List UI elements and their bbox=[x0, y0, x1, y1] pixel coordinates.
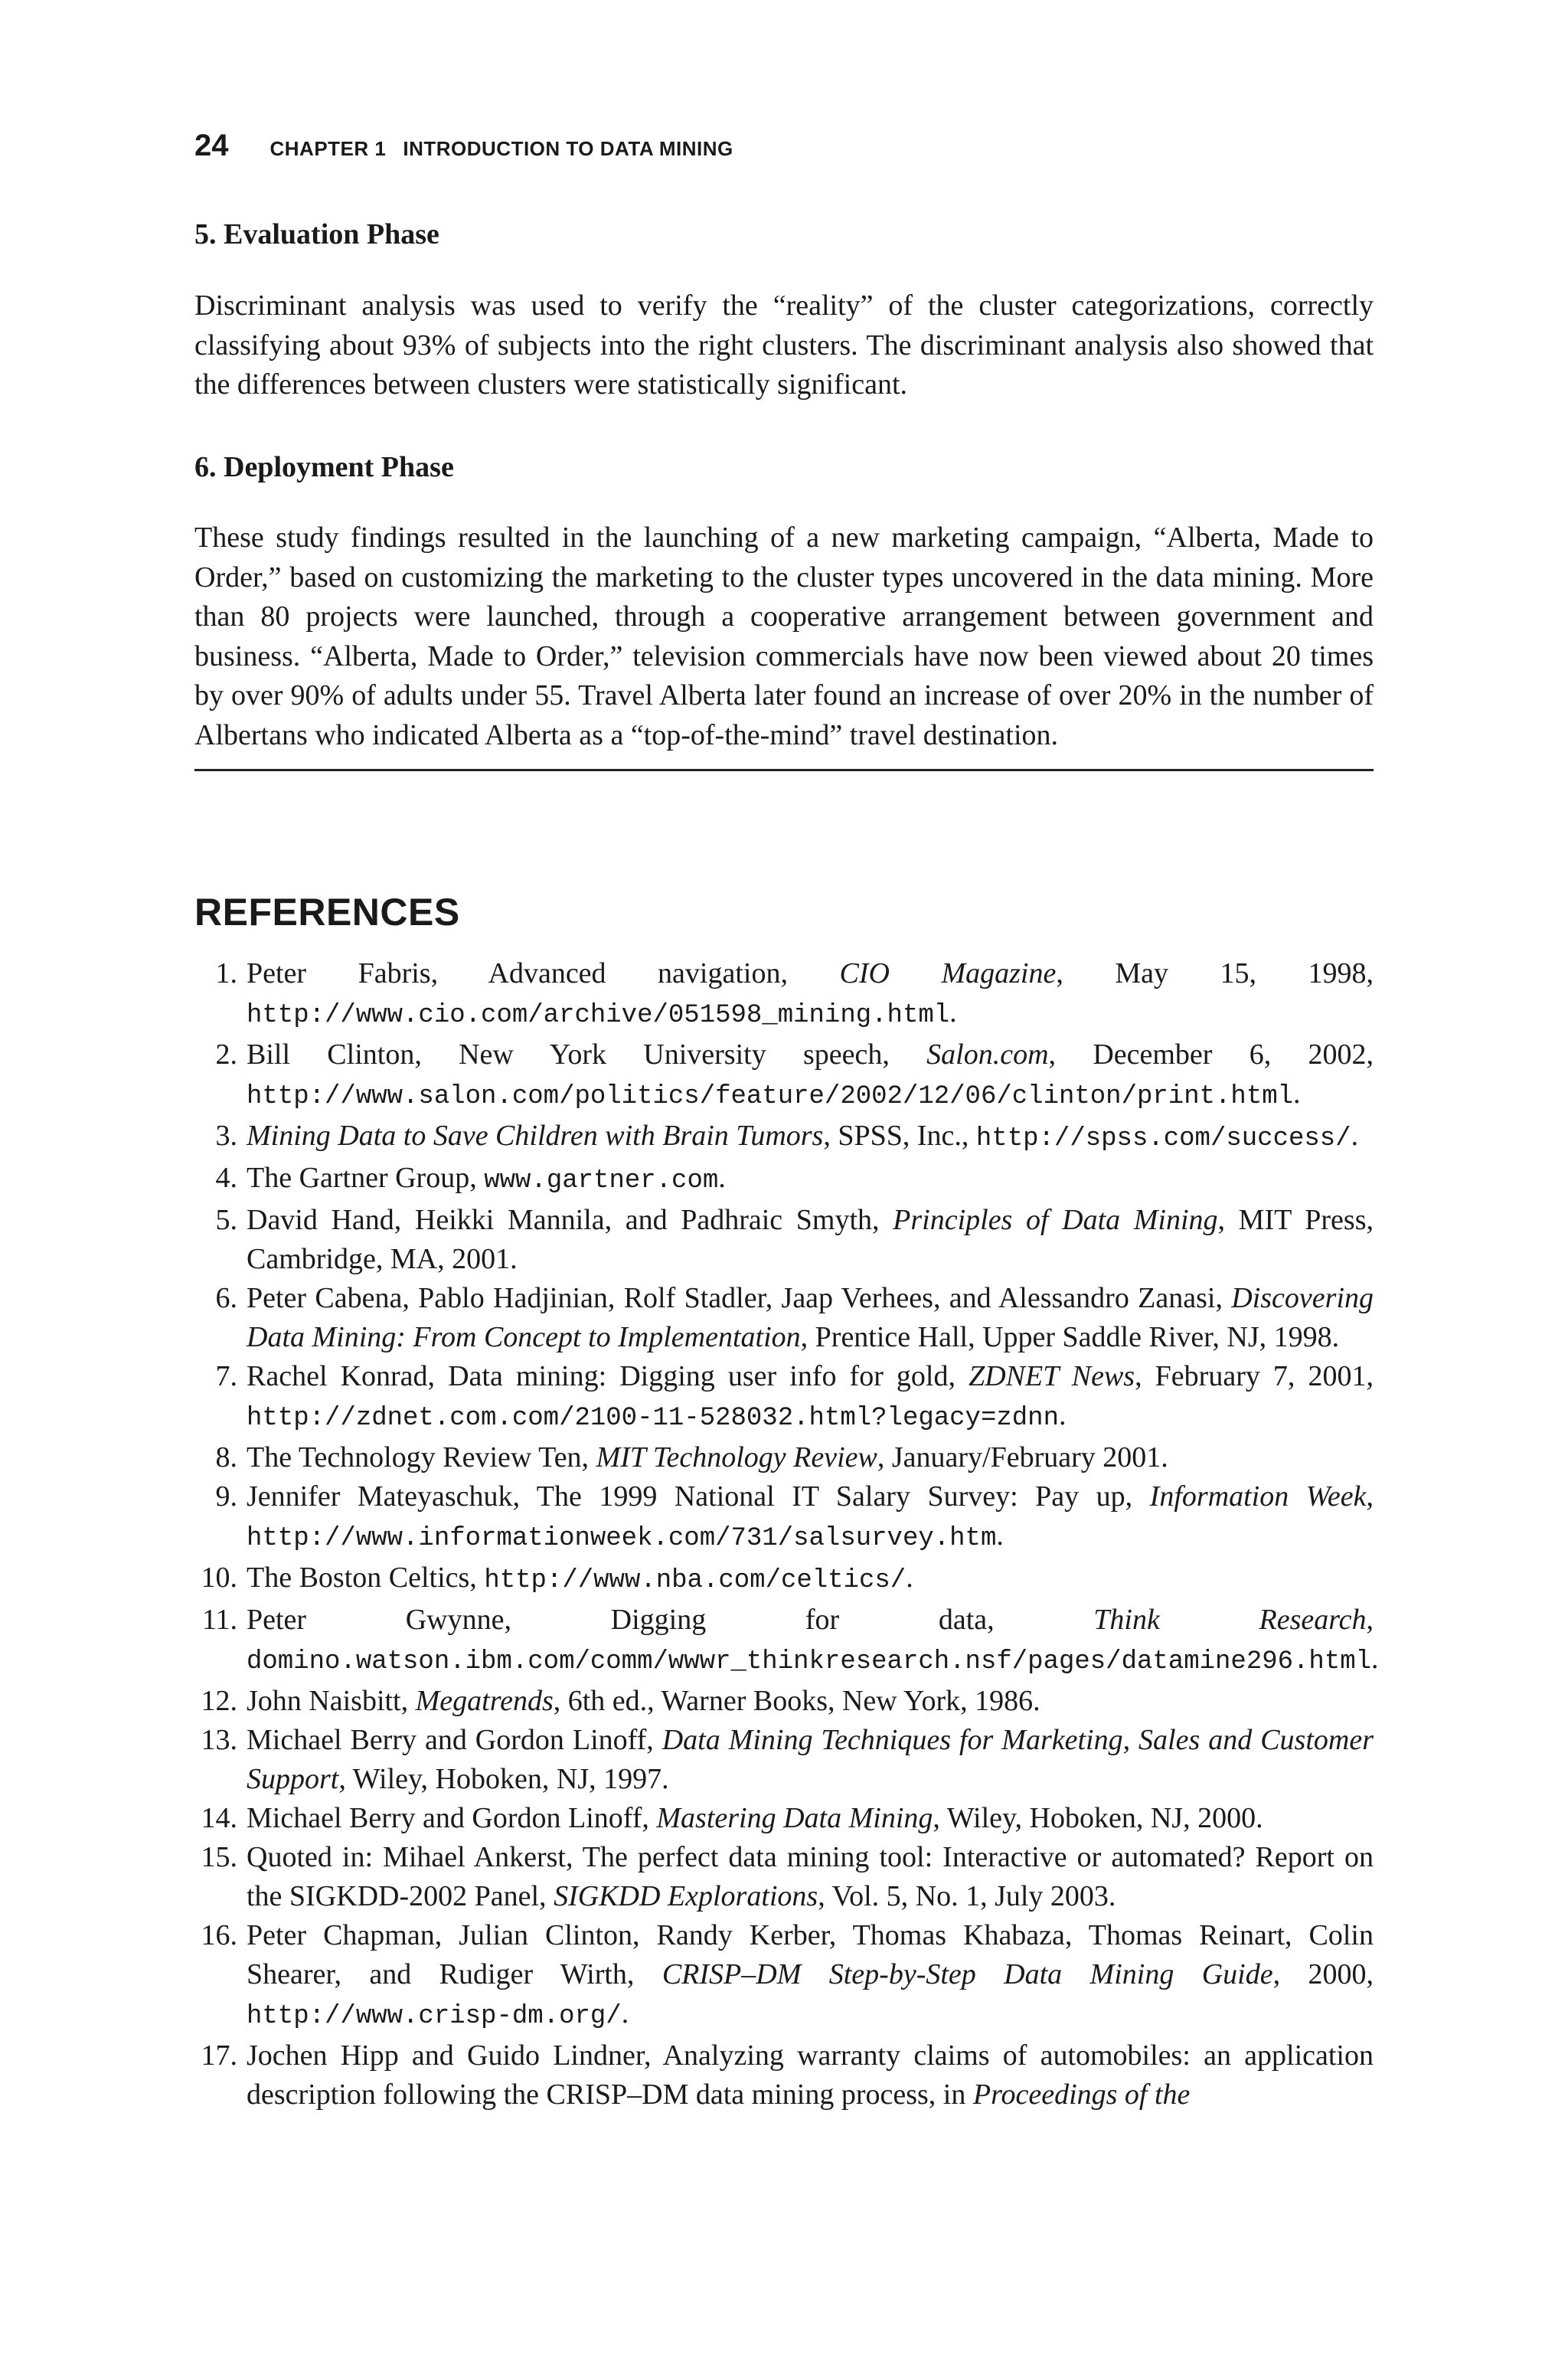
reference-text: . bbox=[906, 1562, 913, 1594]
reference-text: Peter Fabris, Advanced navigation, bbox=[247, 957, 840, 989]
reference-title: CRISP–DM Step-by-Step Data Mining Guide bbox=[662, 1958, 1273, 1990]
reference-text: , 2000, bbox=[1272, 1958, 1374, 1990]
reference-item bbox=[194, 1035, 1374, 1117]
reference-item bbox=[194, 2036, 1374, 2115]
reference-item bbox=[194, 1117, 1374, 1159]
page-number: 24 bbox=[194, 129, 229, 162]
references-heading: REFERENCES bbox=[194, 891, 460, 934]
reference-url[interactable]: http://spss.com/success/ bbox=[975, 1124, 1351, 1153]
reference-number: 17. bbox=[201, 2039, 237, 2072]
reference-number: 10. bbox=[201, 1562, 237, 1594]
reference-item bbox=[194, 954, 1374, 1035]
reference-text: , December 6, 2002, bbox=[1048, 1038, 1374, 1071]
deployment-section bbox=[194, 449, 1374, 755]
reference-text: David Hand, Heikki Mannila, and Padhraic Smyth, bbox=[247, 1204, 893, 1236]
reference-text: . bbox=[718, 1162, 726, 1194]
reference-text: . bbox=[1351, 1120, 1359, 1152]
reference-text: . bbox=[621, 1997, 629, 2029]
reference-item bbox=[194, 1682, 1374, 1721]
deployment-paragraph: These study findings resulted in the launching of a new marketing campaign, “Alberta, Made to Order,” based on customizing the marketing to the cluster types uncovered in the data mining. More than 80 projects were launched, through a cooperative arrangement between government and business. “Alberta, Made to Order,” television commercials have now been viewed about 20 times by over 90% of adults under 55. Travel Alberta later found an increase of over 20% in the number of Albertans who indicated Alberta as a “top-of-the-mind” travel destination. bbox=[194, 522, 1374, 751]
reference-number: 9. bbox=[215, 1480, 237, 1513]
reference-number: 1. bbox=[215, 957, 237, 989]
reference-item bbox=[194, 1279, 1374, 1357]
evaluation-paragraph: Discriminant analysis was used to verify the “reality” of the cluster categorizations, correctly classifying about 93% of subjects into the right clusters. The discriminant analysis also showed that the differences between clusters were statistically significant. bbox=[194, 289, 1374, 401]
reference-text: , MIT Press, Cambridge, MA, 2001. bbox=[247, 1204, 1374, 1275]
reference-text: Peter Gwynne, Digging for data, bbox=[247, 1604, 1094, 1636]
reference-title: CIO Magazine bbox=[839, 957, 1057, 989]
reference-title: Principles of Data Mining bbox=[893, 1204, 1218, 1236]
reference-title: Proceedings of the bbox=[972, 2079, 1191, 2111]
reference-url[interactable]: http://www.informationweek.com/731/salsurvey.htm bbox=[247, 1524, 997, 1553]
reference-title: Mining Data to Save Children with Brain Tumors bbox=[247, 1120, 824, 1152]
reference-text: . bbox=[996, 1519, 1004, 1552]
deployment-heading: 6. Deployment Phase bbox=[194, 451, 454, 483]
reference-number: 6. bbox=[215, 1282, 237, 1314]
reference-text: , bbox=[1366, 1604, 1374, 1636]
reference-item bbox=[194, 1721, 1374, 1799]
reference-number: 3. bbox=[215, 1120, 237, 1152]
reference-item bbox=[194, 1438, 1374, 1477]
evaluation-section bbox=[194, 216, 1374, 405]
reference-list bbox=[194, 954, 1379, 2115]
reference-number: 12. bbox=[201, 1685, 237, 1717]
reference-item bbox=[194, 1159, 1374, 1201]
chapter-label: CHAPTER 1 bbox=[270, 137, 387, 160]
reference-text: , SPSS, Inc., bbox=[823, 1120, 976, 1152]
reference-text: . bbox=[949, 996, 957, 1029]
reference-item bbox=[194, 1477, 1374, 1558]
reference-text: Peter Cabena, Pablo Hadjinian, Rolf Stadler, Jaap Verhees, and Alessandro Zanasi, bbox=[247, 1282, 1232, 1314]
reference-title: SIGKDD Explorations bbox=[554, 1880, 818, 1912]
reference-number: 11. bbox=[201, 1604, 237, 1636]
reference-text: John Naisbitt, bbox=[247, 1685, 416, 1717]
reference-number: 4. bbox=[215, 1162, 237, 1194]
reference-text: . bbox=[1293, 1078, 1301, 1110]
reference-url[interactable]: http://www.crisp-dm.org/ bbox=[247, 2002, 622, 2031]
reference-url[interactable]: www.gartner.com bbox=[484, 1166, 719, 1195]
reference-number: 13. bbox=[201, 1724, 237, 1756]
reference-item bbox=[194, 1916, 1374, 2036]
reference-text: The Technology Review Ten, bbox=[247, 1441, 596, 1473]
reference-url[interactable]: http://www.salon.com/politics/feature/2002/12/06/clinton/print.html bbox=[247, 1082, 1294, 1111]
reference-text: . bbox=[1058, 1399, 1067, 1431]
reference-url[interactable]: domino.watson.ibm.com/comm/wwwr_thinkresearch.nsf/pages/datamine296.html bbox=[247, 1647, 1372, 1676]
reference-title: Mastering Data Mining bbox=[656, 1802, 933, 1834]
reference-item bbox=[194, 1838, 1374, 1916]
reference-text: , Wiley, Hoboken, NJ, 2000. bbox=[933, 1802, 1263, 1834]
reference-text: Jennifer Mateyaschuk, The 1999 National IT Salary Survey: Pay up, bbox=[247, 1480, 1150, 1513]
reference-text: The Gartner Group, bbox=[247, 1162, 485, 1194]
reference-text: , January/February 2001. bbox=[877, 1441, 1168, 1473]
reference-title: Information Week bbox=[1149, 1480, 1367, 1513]
reference-number: 5. bbox=[215, 1204, 237, 1236]
reference-number: 7. bbox=[215, 1360, 237, 1392]
reference-number: 15. bbox=[201, 1841, 237, 1873]
chapter-title: INTRODUCTION TO DATA MINING bbox=[403, 137, 733, 160]
reference-text: Michael Berry and Gordon Linoff, bbox=[247, 1802, 657, 1834]
reference-text: Rachel Konrad, Data mining: Digging user info for gold, bbox=[247, 1360, 969, 1392]
reference-text: Bill Clinton, New York University speech, bbox=[247, 1038, 927, 1071]
reference-title: Data Mining Techniques for Marketing, Sales and Customer Support bbox=[247, 1724, 1374, 1795]
running-header bbox=[194, 129, 733, 163]
reference-text: Jochen Hipp and Guido Lindner, Analyzing warranty claims of automobiles: an application description following the CRISP–DM data mining process, in bbox=[247, 2039, 1374, 2111]
reference-title: ZDNET News bbox=[969, 1360, 1135, 1392]
reference-number: 16. bbox=[201, 1919, 237, 1951]
reference-text: Quoted in: Mihael Ankerst, The perfect data mining tool: Interactive or automated? Report on the SIGKDD-2002 Panel, bbox=[247, 1841, 1374, 1912]
reference-item bbox=[194, 1601, 1379, 1682]
reference-text: , 6th ed., Warner Books, New York, 1986. bbox=[553, 1685, 1040, 1717]
reference-text: , February 7, 2001, bbox=[1135, 1360, 1374, 1392]
reference-title: Megatrends bbox=[415, 1685, 554, 1717]
reference-text: The Boston Celtics, bbox=[247, 1562, 485, 1594]
reference-text: Peter Chapman, Julian Clinton, Randy Kerber, Thomas Khabaza, Thomas Reinart, Colin Shearer, and Rudiger Wirth, bbox=[247, 1919, 1374, 1990]
reference-title: Think Research bbox=[1093, 1604, 1367, 1636]
reference-text: . bbox=[1371, 1643, 1379, 1675]
reference-url[interactable]: http://www.nba.com/celtics/ bbox=[484, 1566, 906, 1595]
reference-number: 14. bbox=[201, 1802, 237, 1834]
evaluation-heading: 5. Evaluation Phase bbox=[194, 218, 439, 250]
reference-url[interactable]: http://zdnet.com.com/2100-11-528032.html?legacy=zdnn bbox=[247, 1404, 1059, 1433]
reference-url[interactable]: http://www.cio.com/archive/051598_mining.html bbox=[247, 1001, 950, 1030]
reference-title: MIT Technology Review bbox=[596, 1441, 877, 1473]
reference-item bbox=[194, 1357, 1374, 1438]
section-divider bbox=[194, 769, 1374, 771]
reference-text: Michael Berry and Gordon Linoff, bbox=[247, 1724, 662, 1756]
reference-title: Discovering Data Mining: From Concept to Implementation bbox=[247, 1282, 1374, 1353]
reference-text: , bbox=[1366, 1480, 1374, 1513]
reference-item bbox=[194, 1201, 1374, 1279]
reference-item bbox=[194, 1558, 1374, 1601]
reference-text: , May 15, 1998, bbox=[1056, 957, 1374, 989]
reference-number: 8. bbox=[215, 1441, 237, 1473]
reference-title: Salon.com bbox=[926, 1038, 1049, 1071]
reference-item bbox=[194, 1799, 1374, 1838]
reference-text: , Wiley, Hoboken, NJ, 1997. bbox=[338, 1763, 669, 1795]
reference-number: 2. bbox=[215, 1038, 237, 1071]
reference-text: , Prentice Hall, Upper Saddle River, NJ, 1998. bbox=[800, 1321, 1340, 1353]
reference-text: , Vol. 5, No. 1, July 2003. bbox=[818, 1880, 1116, 1912]
